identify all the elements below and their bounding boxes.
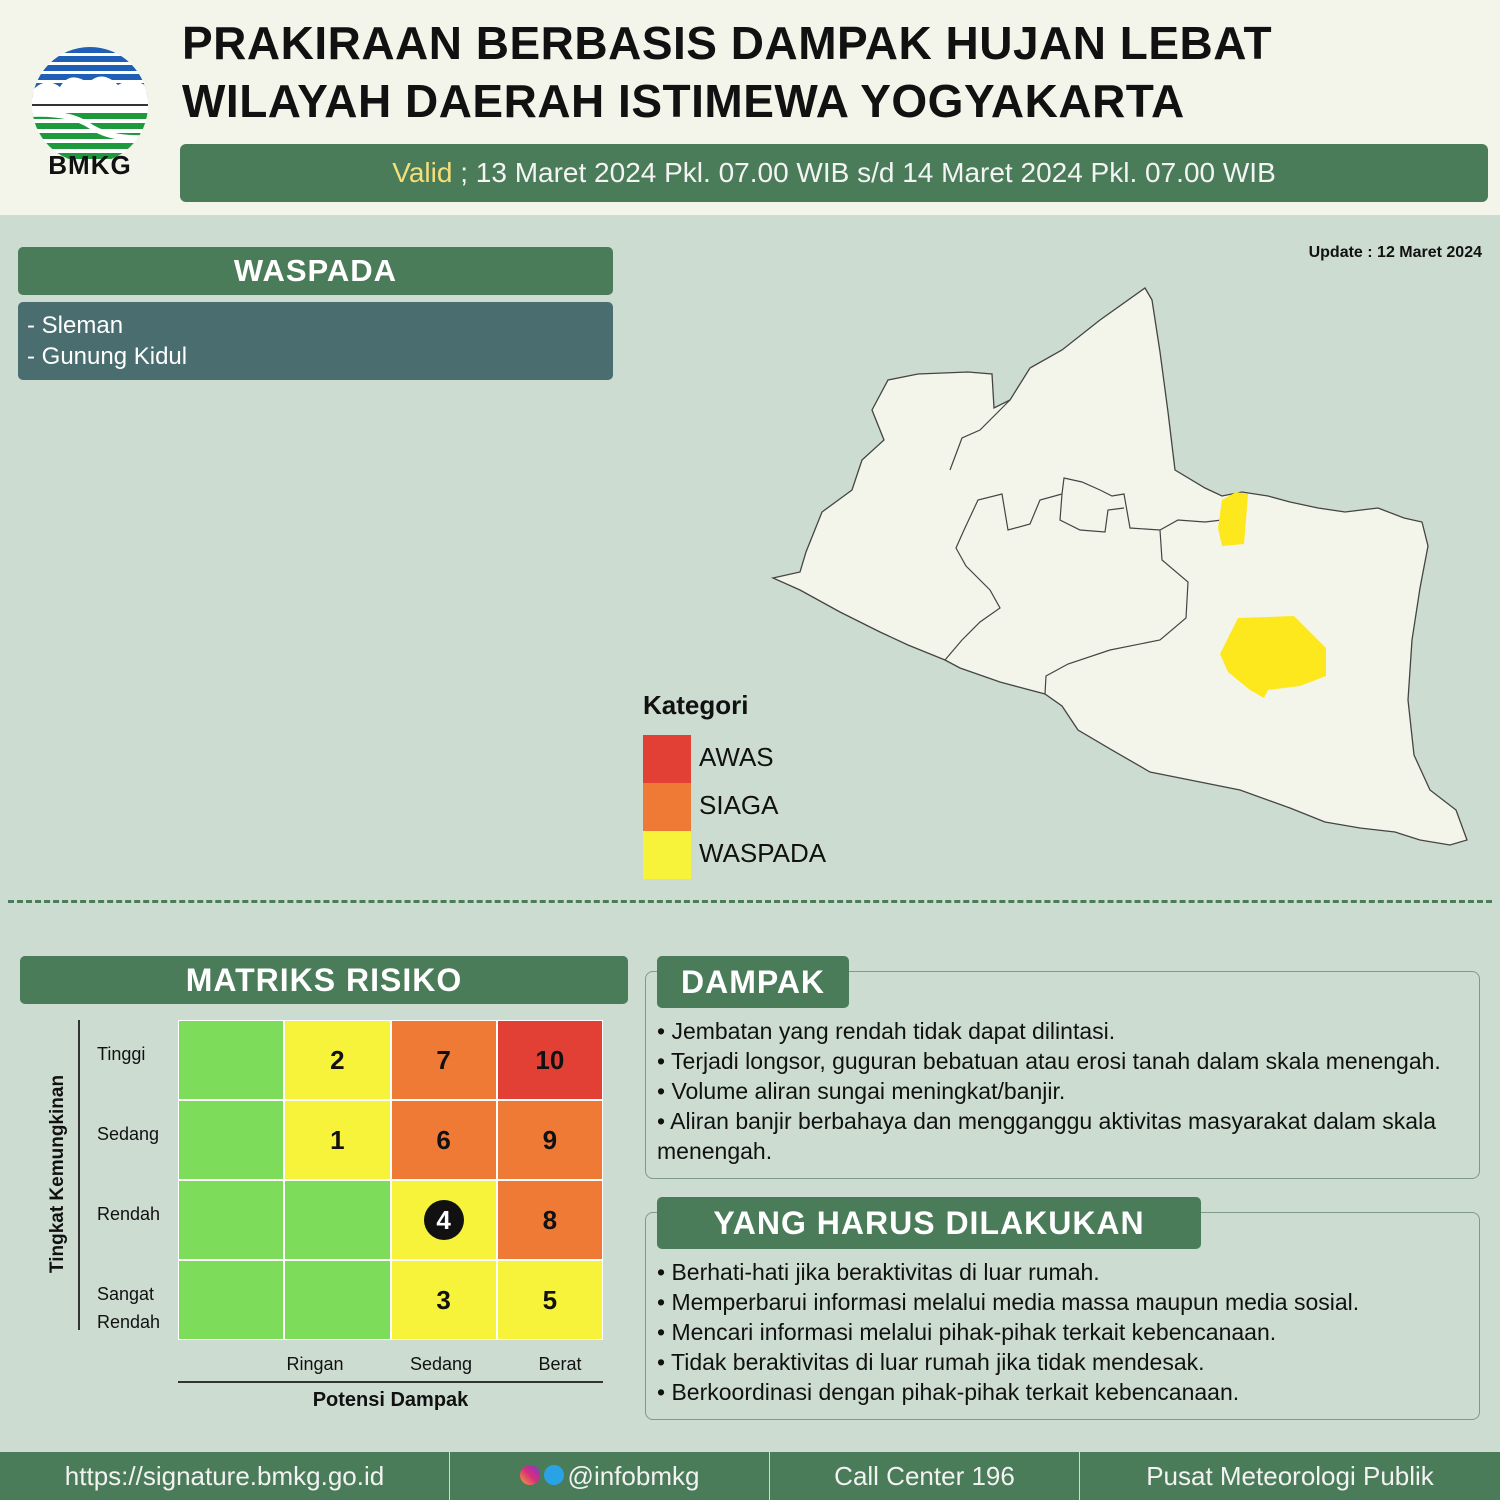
dampak-item: • Volume aliran sungai meningkat/banjir.	[657, 1078, 1066, 1104]
footer-social-link[interactable]	[450, 1452, 770, 1500]
actions-list	[657, 1257, 1472, 1407]
dampak-item: • Terjadi longsor, guguran bebatuan atau erosi tanah dalam skala menengah.	[657, 1048, 1441, 1074]
action-item: • Memperbarui informasi melalui media massa maupun media sosial.	[657, 1289, 1360, 1315]
action-item: • Mencari informasi melalui pihak-pihak terkait kebencanaan.	[657, 1319, 1277, 1345]
warning-region-list	[18, 302, 613, 380]
legend-swatch-waspada	[643, 831, 691, 879]
dampak-list	[657, 1016, 1472, 1166]
row-label-sangat-rendah	[97, 1280, 160, 1336]
col-label-ringan: Ringan	[286, 1354, 344, 1374]
matrix-title: MATRIKS RISIKO	[20, 956, 628, 1004]
legend-swatch-siaga	[643, 783, 691, 831]
footer-org: Pusat Meteorologi Publik	[1146, 1461, 1434, 1491]
matrix-cell	[179, 1261, 283, 1339]
update-date: Update : 12 Maret 2024	[1308, 244, 1482, 261]
instagram-icon	[520, 1465, 540, 1485]
col-label-sedang: Sedang	[409, 1354, 473, 1374]
matrix-cell: 2	[285, 1021, 389, 1099]
legend-label-siaga: SIAGA	[699, 790, 779, 820]
action-item: • Tidak beraktivitas di luar rumah jika tidak mendesak.	[657, 1349, 1205, 1375]
matrix-cell	[179, 1021, 283, 1099]
map-outline	[773, 288, 1467, 845]
matrix-cell	[179, 1101, 283, 1179]
matrix-cell: 10	[498, 1021, 602, 1099]
action-item: • Berhati-hati jika beraktivitas di luar rumah.	[657, 1259, 1100, 1285]
legend-title: Kategori	[643, 690, 749, 720]
matrix-cell	[285, 1261, 389, 1339]
footer-call-center: Call Center 196	[770, 1452, 1080, 1500]
row-label-line: Rendah	[97, 1312, 161, 1332]
social-handle: @infobmkg	[567, 1461, 700, 1491]
matrix-cell: 6	[392, 1101, 496, 1179]
dampak-title: DAMPAK	[657, 956, 849, 1008]
valid-label: Valid	[392, 157, 453, 188]
risk-matrix-grid	[178, 1020, 603, 1340]
region-item: - Gunung Kidul	[27, 343, 188, 370]
row-label-sedang: Sedang	[97, 1124, 160, 1144]
x-axis-line	[178, 1381, 603, 1383]
matrix-cell	[285, 1181, 389, 1259]
row-label-tinggi: Tinggi	[97, 1044, 146, 1064]
footer-url-link[interactable]: https://signature.bmkg.go.id	[0, 1452, 450, 1500]
matrix-cell	[179, 1181, 283, 1259]
valid-period: ; 13 Maret 2024 Pkl. 07.00 WIB s/d 14 Maret 2024 Pkl. 07.00 WIB	[452, 157, 1276, 188]
actions-title: YANG HARUS DILAKUKAN	[657, 1197, 1201, 1249]
dampak-item: • Aliran banjir berbahaya dan mengganggu aktivitas masyarakat dalam skala menengah.	[657, 1108, 1437, 1164]
title-line-2: WILAYAH DAERAH ISTIMEWA YOGYAKARTA	[182, 75, 1185, 127]
highlight-marker: 4	[424, 1200, 464, 1240]
row-label-line: Sangat	[97, 1284, 155, 1304]
action-item: • Berkoordinasi dengan pihak-pihak terkait kebencanaan.	[657, 1379, 1240, 1405]
dampak-item: • Jembatan yang rendah tidak dapat dilintasi.	[657, 1018, 1116, 1044]
x-axis-title: Potensi Dampak	[312, 1389, 469, 1411]
title-line-1: PRAKIRAAN BERBASIS DAMPAK HUJAN LEBAT	[182, 17, 1273, 69]
row-label-rendah: Rendah	[97, 1204, 161, 1224]
matrix-cell-highlighted	[392, 1181, 496, 1259]
y-axis-title: Tingkat Kemungkinan	[47, 1074, 68, 1274]
legend-swatch-awas	[643, 735, 691, 783]
legend-label-awas: AWAS	[699, 742, 774, 772]
page-title	[182, 14, 1482, 130]
matrix-cell: 8	[498, 1181, 602, 1259]
region-item: - Sleman	[27, 312, 124, 339]
logo-text: BMKG	[48, 150, 132, 180]
footer	[0, 1452, 1500, 1500]
matrix-cell: 7	[392, 1021, 496, 1099]
region-map	[760, 280, 1480, 860]
legend-label-waspada: WASPADA	[699, 838, 827, 868]
matrix-cell: 3	[392, 1261, 496, 1339]
validity-bar	[180, 144, 1488, 202]
section-divider	[8, 900, 1492, 903]
matrix-cell: 1	[285, 1101, 389, 1179]
col-label-berat: Berat	[538, 1354, 582, 1374]
y-axis-line	[78, 1020, 80, 1330]
warning-level-title: WASPADA	[18, 247, 613, 295]
matrix-cell: 5	[498, 1261, 602, 1339]
map-region-sleman-highlight	[1218, 492, 1248, 546]
matrix-cell: 9	[498, 1101, 602, 1179]
twitter-icon	[544, 1465, 564, 1485]
